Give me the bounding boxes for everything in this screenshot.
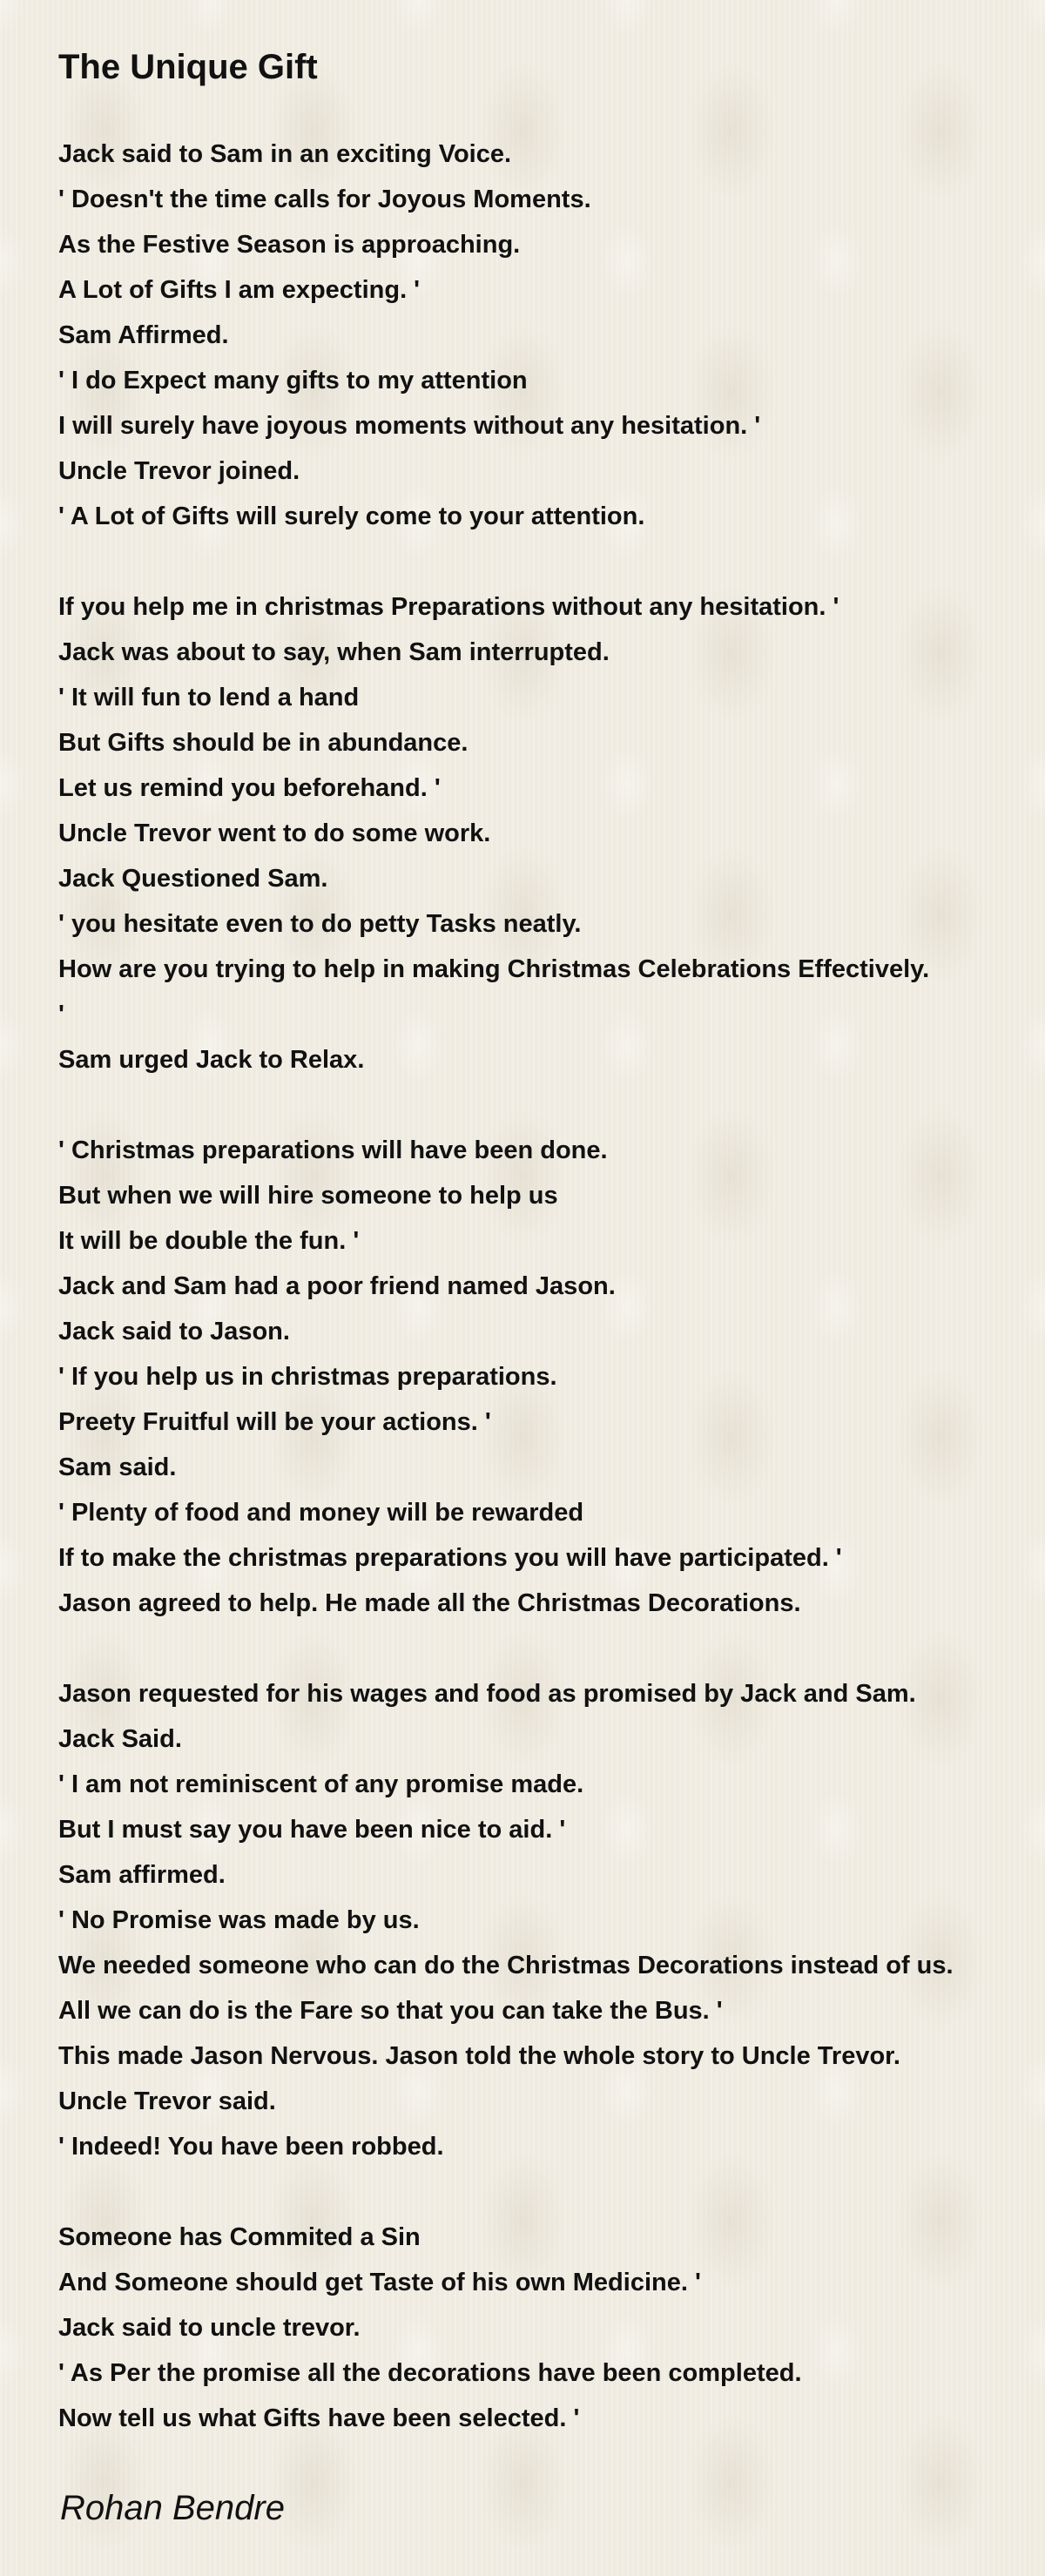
poem-line: As the Festive Season is approaching. [58, 231, 521, 259]
poem-line: ' As Per the promise all the decorations have been completed. [58, 2359, 802, 2387]
poem-line: Let us remind you beforehand. ' [58, 774, 441, 802]
poem-line: Jason agreed to help. He made all the Christmas Decorations. [58, 1589, 801, 1617]
poem-line: Uncle Trevor went to do some work. [58, 819, 491, 847]
poem-line: ' If you help us in christmas preparations. [58, 1363, 557, 1391]
poem-line: Sam urged Jack to Relax. [58, 1046, 365, 1074]
poem-body [58, 131, 1045, 2441]
poem-line: Jack was about to say, when Sam interrupted. [58, 638, 610, 666]
poem-line: Uncle Trevor said. [58, 2087, 276, 2115]
poem-line: ' I am not reminiscent of any promise made. [58, 1770, 584, 1798]
poem-line: Sam Affirmed. [58, 321, 229, 349]
poem-line: But Gifts should be in abundance. [58, 729, 469, 757]
poem-author: Rohan Bendre [60, 2489, 285, 2527]
poem-line: ' No Promise was made by us. [58, 1906, 420, 1934]
poem-line: This made Jason Nervous. Jason told the whole story to Uncle Trevor. [58, 2042, 900, 2070]
poem-line: It will be double the fun. ' [58, 1227, 360, 1255]
stanza-break [58, 2169, 1045, 2215]
poem-line: Jack and Sam had a poor friend named Jason. [58, 1272, 616, 1300]
poem-line: ' Plenty of food and money will be rewarded [58, 1499, 584, 1527]
poem-line: But I must say you have been nice to aid. ' [58, 1816, 566, 1844]
poem-line: Jack said to uncle trevor. [58, 2314, 361, 2342]
poem-line: Jack Questioned Sam. [58, 865, 328, 893]
poem-line: Jack said to Jason. [58, 1318, 290, 1345]
poem-line: Uncle Trevor joined. [58, 457, 300, 485]
poem-line: Jack said to Sam in an exciting Voice. [58, 140, 512, 168]
poem-line: All we can do is the Fare so that you can take the Bus. ' [58, 1997, 723, 2025]
poem-line: ' you hesitate even to do petty Tasks neatly. [58, 910, 582, 938]
poem-line: Now tell us what Gifts have been selected. ' [58, 2404, 580, 2432]
stanza-break [58, 1626, 1045, 1671]
stanza-break [58, 539, 1045, 584]
poem-line: If you help me in christmas Preparations without any hesitation. ' [58, 593, 839, 621]
poem-line: Jason requested for his wages and food as promised by Jack and Sam. [58, 1680, 916, 1708]
poem-line: ' Christmas preparations will have been done. [58, 1136, 608, 1164]
poem-line: ' [58, 1001, 64, 1028]
poem-line: We needed someone who can do the Christmas Decorations instead of us. [58, 1952, 954, 1979]
poem-line: Sam affirmed. [58, 1861, 226, 1889]
poem-line: Jack Said. [58, 1725, 182, 1753]
poem-line: ' I do Expect many gifts to my attention [58, 367, 528, 394]
poem-line: ' Indeed! You have been robbed. [58, 2133, 444, 2161]
poem-line: Someone has Commited a Sin [58, 2223, 421, 2251]
poem-line: Sam said. [58, 1453, 177, 1481]
poem-line: A Lot of Gifts I am expecting. ' [58, 276, 421, 304]
poem-line: And Someone should get Taste of his own Medicine. ' [58, 2269, 701, 2296]
poem-line: Preety Fruitful will be your actions. ' [58, 1408, 491, 1436]
poem-line: ' A Lot of Gifts will surely come to your attention. [58, 502, 645, 530]
poem-line: If to make the christmas preparations you will have participated. ' [58, 1544, 842, 1572]
poem-line: ' Doesn't the time calls for Joyous Moments. [58, 185, 591, 213]
poem-line: But when we will hire someone to help us [58, 1182, 558, 1210]
stanza-break [58, 1082, 1045, 1128]
poem-line: How are you trying to help in making Christmas Celebrations Effectively. [58, 955, 930, 983]
poem-line: ' It will fun to lend a hand [58, 684, 360, 711]
poem-title: The Unique Gift [58, 48, 318, 86]
poem-line: I will surely have joyous moments without any hesitation. ' [58, 412, 761, 440]
